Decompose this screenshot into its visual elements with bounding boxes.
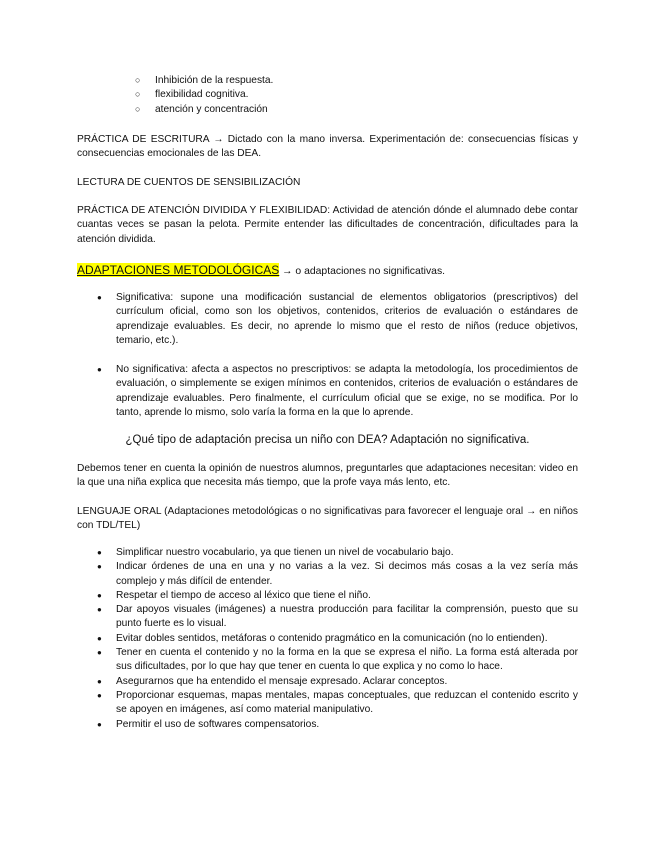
list-item: ○ Inhibición de la respuesta. [135, 74, 273, 88]
reading-paragraph: LECTURA DE CUENTOS DE SENSIBILIZACIÓN [77, 177, 301, 188]
sublist [135, 74, 273, 117]
question-line: ¿Qué tipo de adaptación precisa un niño con DEA? Adaptación no significativa. [125, 434, 530, 446]
adaptations-heading: ADAPTACIONES METODOLÓGICAS [77, 263, 280, 277]
list-item: ● Simplificar nuestro vocabulario, ya que tienen un nivel de vocabulario bajo. [97, 546, 578, 560]
list-item: ○ flexibilidad cognitiva. [135, 88, 273, 102]
list-item: ○ atención y concentración [135, 103, 273, 117]
writing-practice-paragraph: PRÁCTICA DE ESCRITURA → Dictado con la mano inversa. Experimentación de: consecuencias físicas y consecuencias emocionales de las DEA. [77, 134, 578, 160]
adaptations-heading-line [77, 263, 578, 279]
list-item: ● Dar apoyos visuales (imágenes) a nuestra producción para facilitar la comprensión, puesto que su punto fuerte es lo visual. [97, 603, 578, 632]
oral-list [97, 546, 578, 732]
list-item: ● No significativa: afecta a aspectos no prescriptivos: se adapta la metodología, los procedimientos de evaluación, o simplemente se exigen mínimos en contenidos, criterios de evaluación o estándares de aprendizaje evaluables. Pero finalmente, el currículum oficial que se exige, no se modifica. Por lo tanto, aprende lo mismo, solo varía la forma en la que lo aprende. [97, 363, 578, 420]
opinion-paragraph: Debemos tener en cuenta la opinión de nuestros alumnos, preguntarles que adaptaciones necesitan: video en la que una niña explica que necesita más tiempo, que la profe vaya más lento, etc. [77, 463, 578, 489]
list-item: ● Proporcionar esquemas, mapas mentales, mapas conceptuales, que reduzcan el contenido escrito y se apoyen en imágenes, así como material manipulativo. [97, 689, 578, 718]
list-item: ● Asegurarnos que ha entendido el mensaje expresado. Aclarar conceptos. [97, 675, 578, 689]
adaptations-list [97, 291, 578, 348]
oral-heading: LENGUAJE ORAL (Adaptaciones metodológicas o no significativas para favorecer el lenguaje oral → en niños con TDL/TEL) [77, 506, 578, 532]
list-item: ● Permitir el uso de softwares compensatorios. [97, 718, 578, 732]
list-item: ● Significativa: supone una modificación sustancial de elementos obligatorios (prescriptivos) del currículum oficial, como son los objetivos, contenidos, criterios de evaluación o estándares de aprendizaje evaluables. Es decir, no aprende lo mismo que el resto de niños (reduce objetivos, temario, etc.). [97, 291, 578, 348]
list-item: ● Tener en cuenta el contenido y no la forma en la que se expresa el niño. La forma está alterada por sus dificultades, por lo que hay que tener en cuenta lo que explica y no como lo hace. [97, 646, 578, 675]
list-item: ● Indicar órdenes de una en una y no varias a la vez. Si decimos más cosas a la vez sería más complejo y más difícil de entender. [97, 560, 578, 589]
adaptations-list-2 [97, 363, 578, 420]
attention-practice-paragraph: PRÁCTICA DE ATENCIÓN DIVIDIDA Y FLEXIBILIDAD: Actividad de atención dónde el alumnado debe contar cuantas veces se pasan la pelota. Permite entender las dificultades de concentración, dificultades para la atención dividida. [77, 205, 578, 245]
list-item: ● Evitar dobles sentidos, metáforas o contenido pragmático en la comunicación (no lo entienden). [97, 632, 578, 646]
adaptations-heading-rest: → o adaptaciones no significativas. [279, 266, 446, 277]
list-item: ● Respetar el tiempo de acceso al léxico que tiene el niño. [97, 589, 578, 603]
